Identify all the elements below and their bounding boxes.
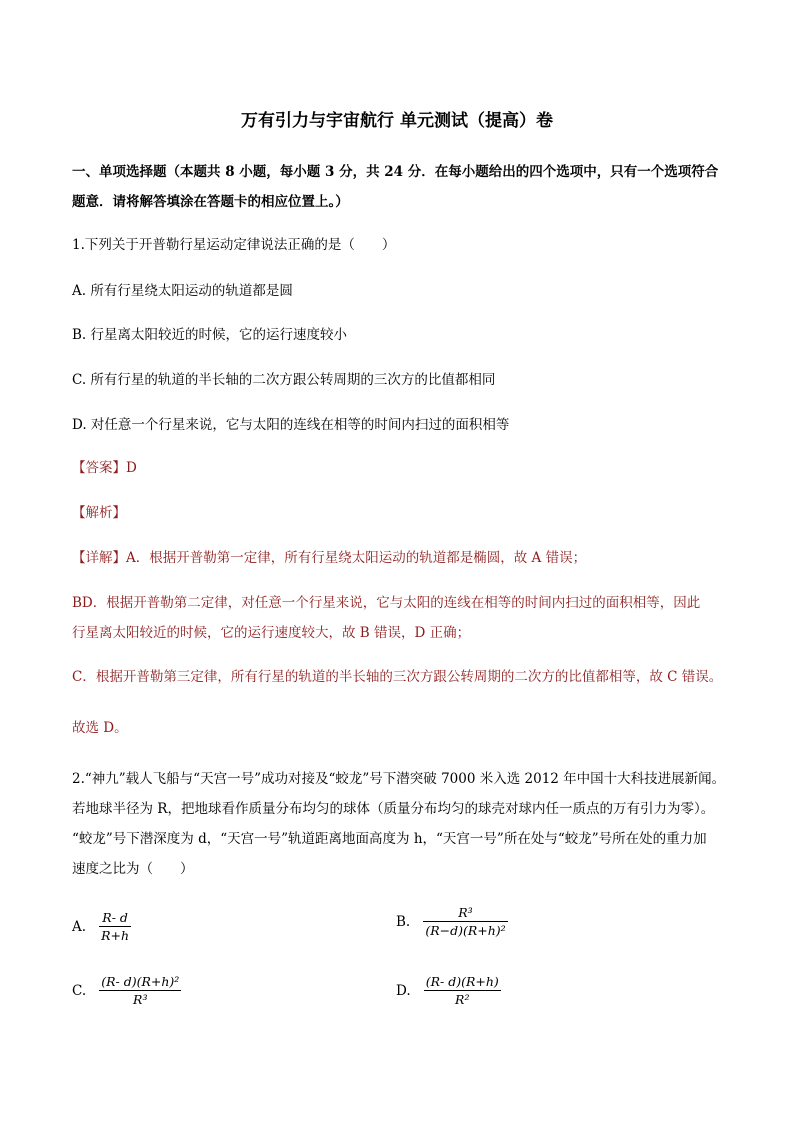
- question-1-detail-2a: BD．根据开普勒第二定律，对任意一个行星来说，它与太阳的连线在相等的时间内扫过的面积相等，因此: [72, 595, 701, 611]
- numerator: R- d: [102, 910, 128, 925]
- question-2-option-b: [396, 905, 508, 938]
- question-1-option-b: B. 行星离太阳较近的时候，它的运行速度较小: [72, 327, 348, 343]
- denominator: R+h: [101, 928, 130, 943]
- question-1-detail-1: [72, 546, 586, 566]
- numerator: R³: [458, 905, 473, 920]
- question-2-line1: 2.“神九”载人飞船与“天宫一号”成功对接及“蛟龙”号下潜突破 7000 米入选 2012 年中国十大科技进展新闻。: [72, 771, 726, 787]
- detail-text-a: A．根据开普勒第一定律，所有行星绕太阳运动的轨道都是椭圆，故 A 错误；: [126, 550, 587, 566]
- question-1-answer: 【答案】D: [72, 460, 137, 476]
- question-2-option-c: [72, 974, 181, 1007]
- question-2-line4: 速度之比为（ ）: [72, 861, 194, 877]
- option-d-fraction: [424, 974, 501, 1007]
- question-2-option-a: [72, 910, 131, 943]
- question-1-detail-3: C．根据开普勒第三定律，所有行星的轨道的半长轴的三次方跟公转周期的二次方的比值都相等，故 C 错误。: [72, 669, 723, 685]
- section-heading-line1: 一、单项选择题（本题共 8 小题，每小题 3 分，共 24 分．在每小题给出的四个选项中，只有一个选项符合: [72, 164, 719, 180]
- detail-label: 【详解】: [72, 550, 126, 566]
- denominator: (R−d)(R+h)²: [425, 923, 506, 938]
- option-a-fraction: [99, 910, 131, 943]
- denominator: R²: [455, 992, 470, 1007]
- option-c-fraction: [99, 974, 181, 1007]
- option-label: A.: [72, 918, 87, 935]
- question-1-analysis-label: 【解析】: [72, 505, 126, 521]
- question-2-line2: 若地球半径为 R，把地球看作质量分布均匀的球体（质量分布均匀的球壳对球内任一质点的万有引力为零）。: [72, 801, 715, 817]
- question-1-option-d: D. 对任意一个行星来说，它与太阳的连线在相等的时间内扫过的面积相等: [72, 417, 510, 433]
- question-2-option-d: [396, 974, 501, 1007]
- numerator: (R- d)(R+h)²: [101, 974, 180, 989]
- question-1-option-a: A. 所有行星绕太阳运动的轨道都是圆: [72, 283, 293, 299]
- section-heading-line2: 题意．请将解答填涂在答题卡的相应位置上。）: [72, 194, 349, 210]
- question-1-option-c: C. 所有行星的轨道的半长轴的二次方跟公转周期的三次方的比值都相同: [72, 372, 496, 388]
- numerator: (R- d)(R+h): [425, 974, 499, 989]
- option-b-fraction: [423, 905, 507, 938]
- option-label: D.: [396, 982, 411, 999]
- question-1-conclusion: 故选 D。: [72, 720, 128, 736]
- option-label: B.: [396, 913, 411, 930]
- question-2-line3: “蛟龙”号下潜深度为 d，“天宫一号”轨道距离地面高度为 h，“天宫一号”所在处与“蛟龙”号所在处的重力加: [72, 831, 707, 847]
- denominator: R³: [133, 992, 148, 1007]
- question-1-stem: 1.下列关于开普勒行星运动定律说法正确的是（ ）: [72, 237, 396, 253]
- question-1-detail-2b: 行星离太阳较近的时候，它的运行速度较大，故 B 错误，D 正确；: [72, 625, 471, 641]
- option-label: C.: [72, 982, 87, 999]
- page-title: 万有引力与宇宙航行 单元测试（提高）卷: [241, 111, 553, 131]
